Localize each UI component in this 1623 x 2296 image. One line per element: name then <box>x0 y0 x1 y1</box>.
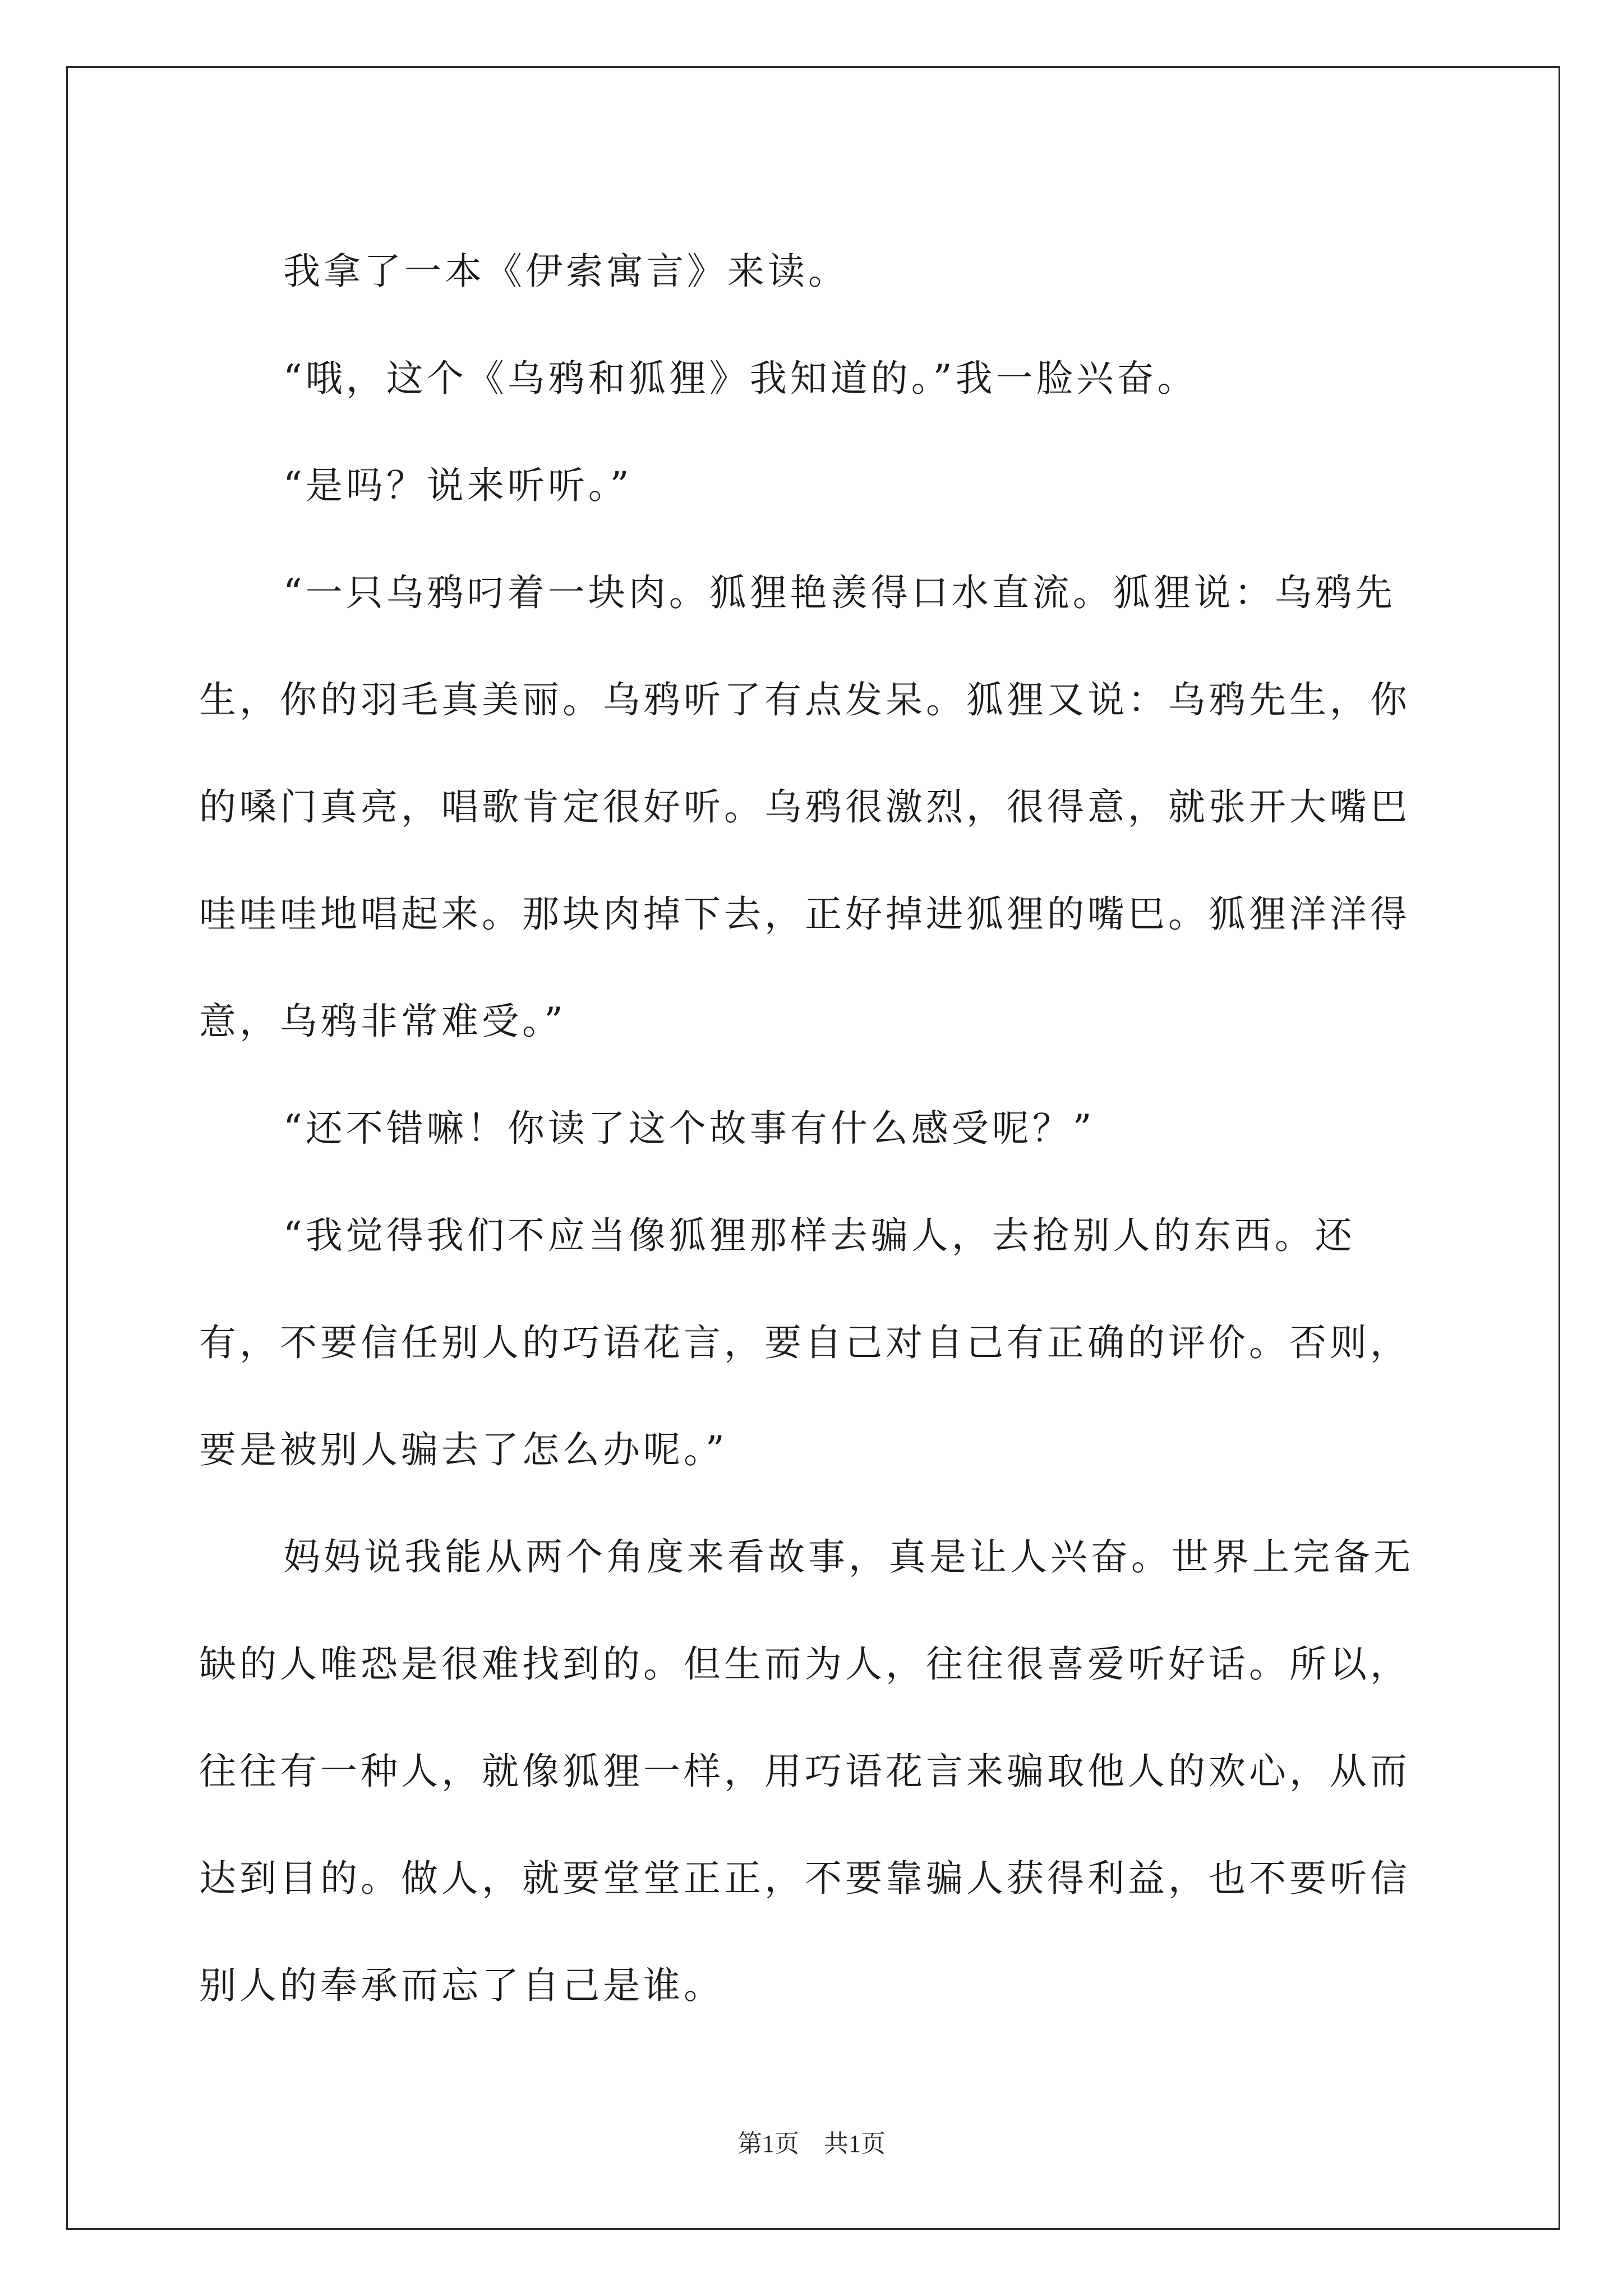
paragraph: “是吗？说来听听。” <box>283 464 633 507</box>
paragraph: 我拿了一本《伊索寓言》来读。 <box>283 250 849 293</box>
paragraph: “一只乌鸦叼着一块肉。狐狸艳羡得口水直流。狐狸说：乌鸦先生，你的羽毛真美丽。乌鸦听了有点发呆。狐狸又说：乌鸦先生，你的嗓门真亮，唱歌肯定很好听。乌鸦很激烈，很得意，就张开大嘴巴哇哇哇地唱起来。那块肉掉下去，正好掉进狐狸的嘴巴。狐狸洋洋得意，乌鸦非常难受。” <box>199 571 1410 1043</box>
paragraph: “还不错嘛！你读了这个故事有什么感受呢？” <box>283 1107 1095 1150</box>
paragraph: “哦，这个《乌鸦和狐狸》我知道的。”我一脸兴奋。 <box>283 357 1198 400</box>
page-number: 第1页 <box>737 2130 799 2157</box>
page-total: 共1页 <box>824 2130 886 2157</box>
document-body <box>199 218 1427 2039</box>
paragraph: “我觉得我们不应当像狐狸那样去骗人，去抢别人的东西。还有，不要信任别人的巧语花言，要自己对自己有正确的评价。否则，要是被别人骗去了怎么办呢。” <box>199 1214 1410 1471</box>
paragraph: 妈妈说我能从两个角度来看故事，真是让人兴奋。世界上完备无缺的人唯恐是很难找到的。但生而为人，往往很喜爱听好话。所以，往往有一种人，就像狐狸一样，用巧语花言来骗取他人的欢心，从而达到目的。做人，就要堂堂正正，不要靠骗人获得利益，也不要听信别人的奉承而忘了自己是谁。 <box>199 1535 1414 2007</box>
page-footer <box>0 2127 1623 2161</box>
